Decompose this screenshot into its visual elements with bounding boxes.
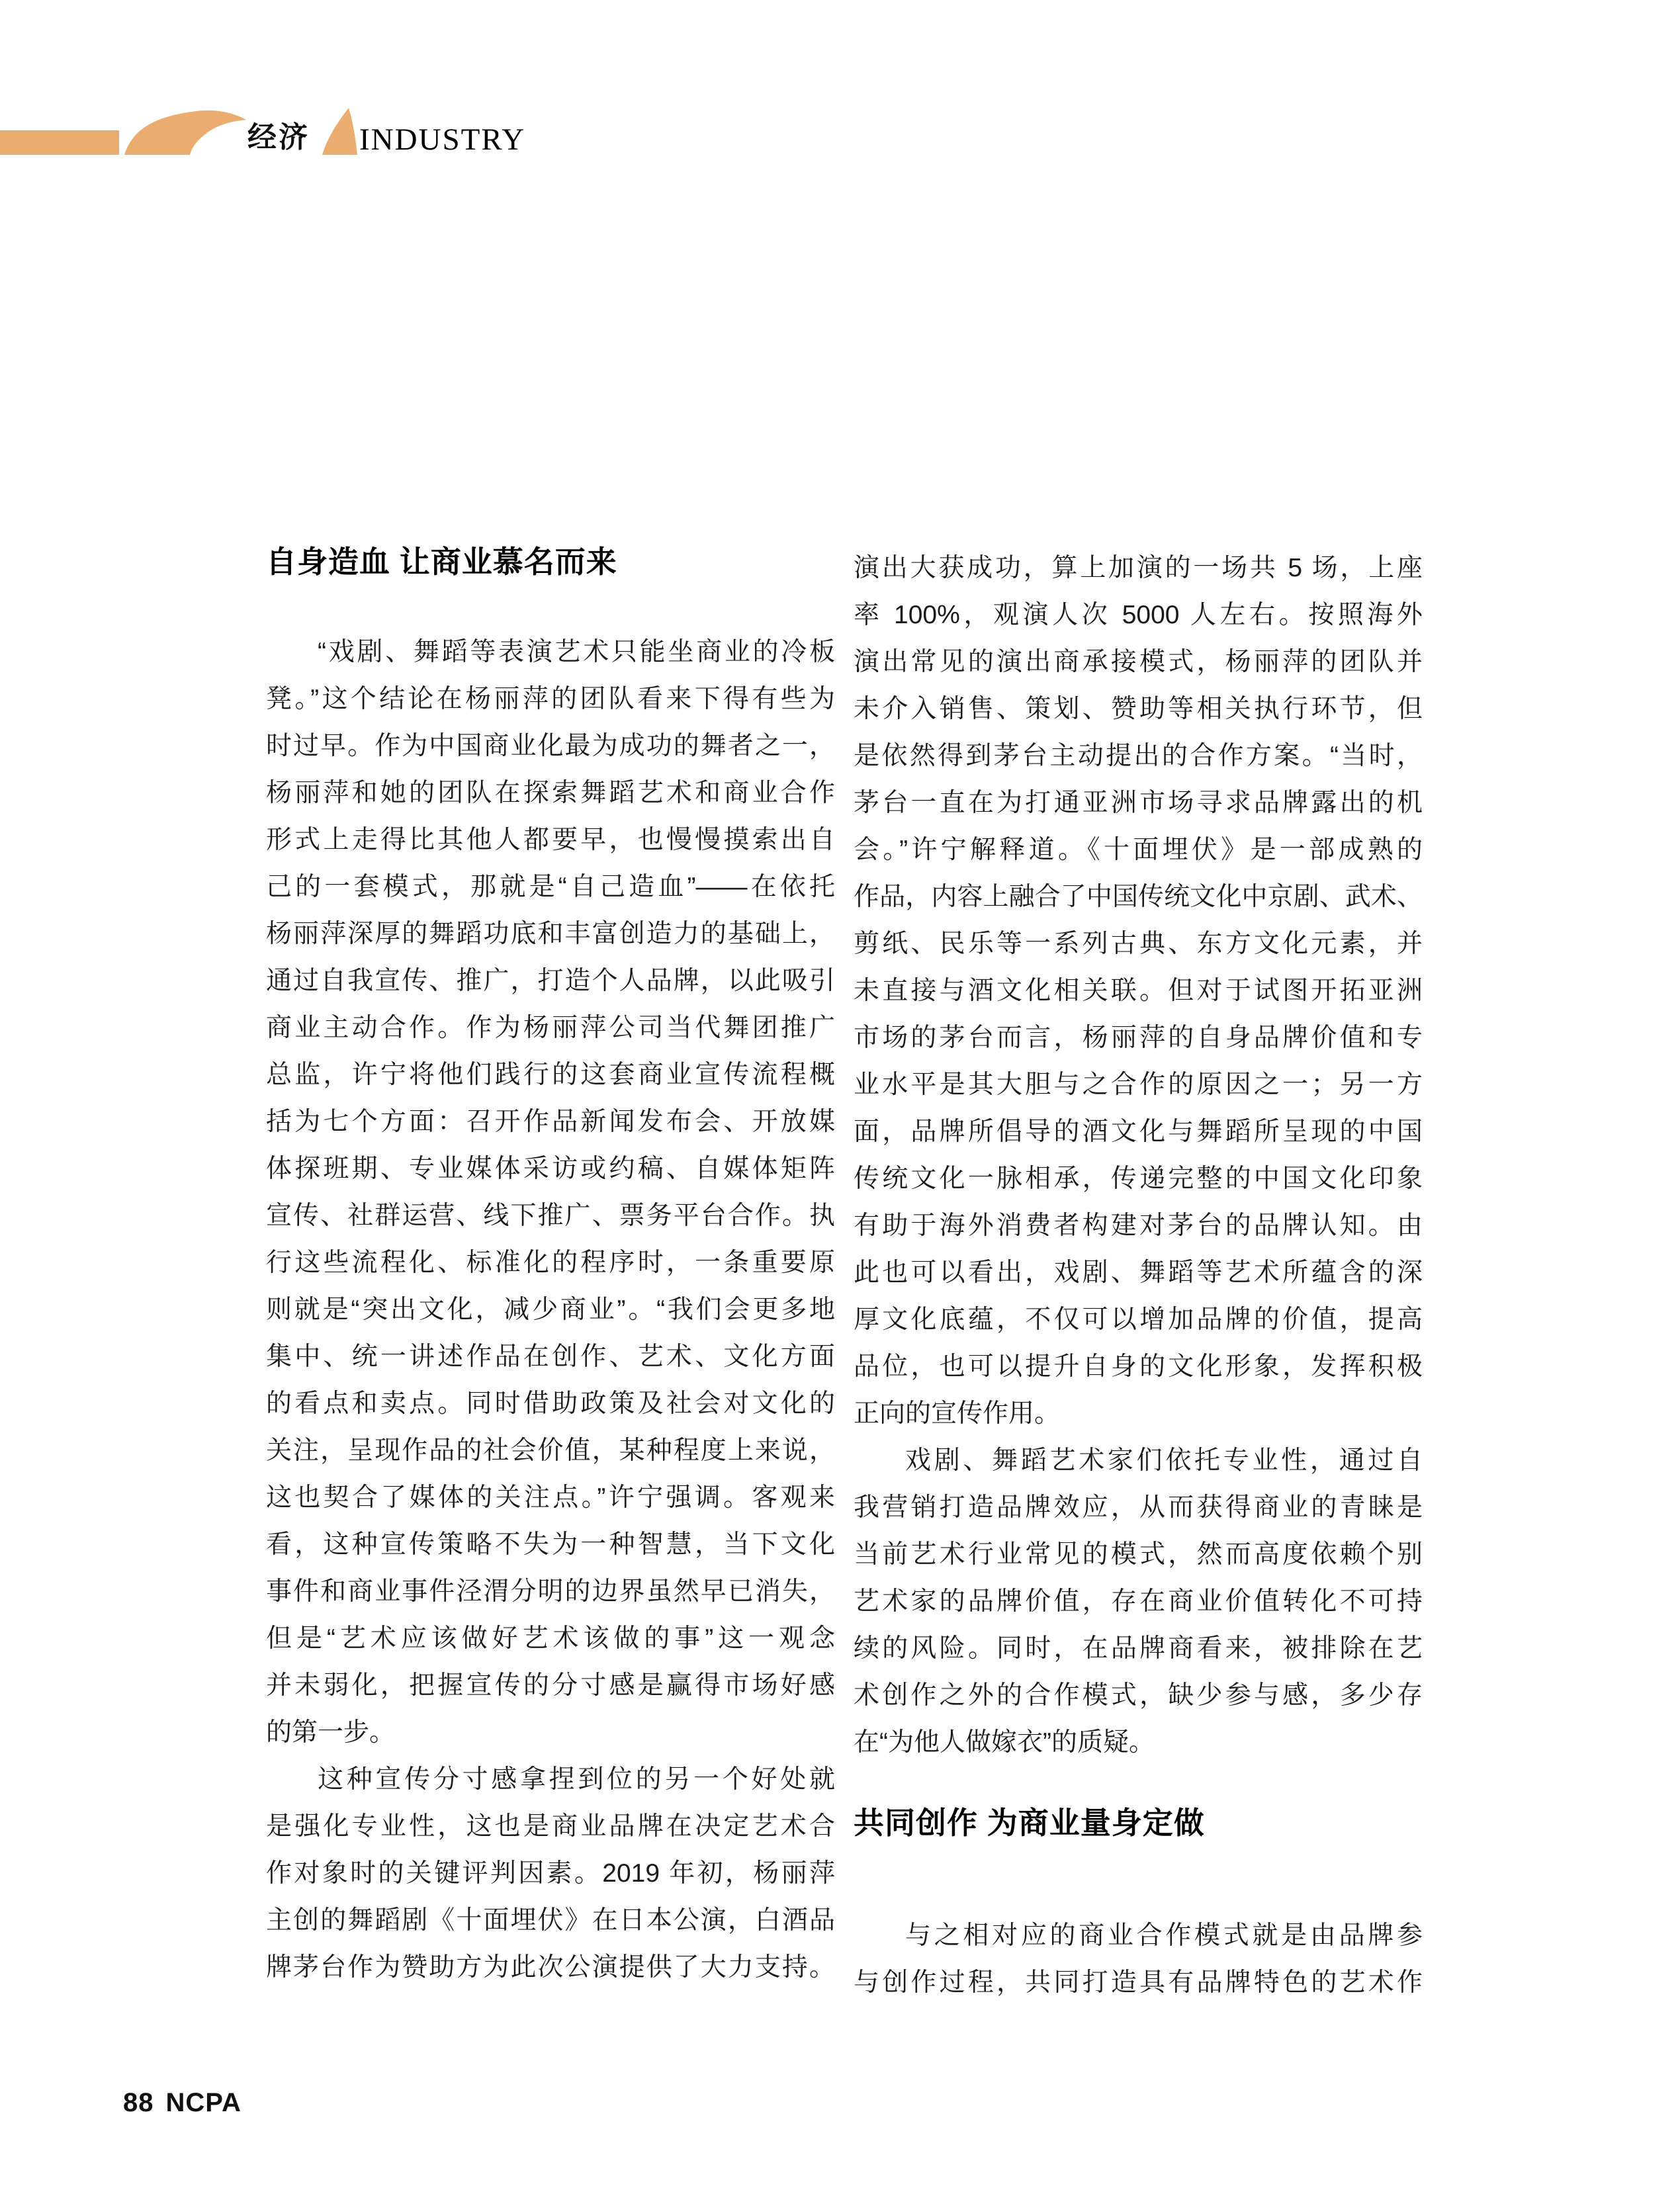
text-line: 行这些流程化、标准化的程序时，一条重要原 [266,1248,835,1277]
text-line: 通过自我宣传、推广，打造个人品牌，以此吸引 [266,967,835,995]
footer [123,2088,242,2118]
text-line: 凳。”这个结论在杨丽萍的团队看来下得有些为 [266,685,835,713]
text-line: 续的风险。同时，在品牌商看来，被排除在艺 [854,1634,1423,1663]
text-line: 未介入销售、策划、赞助等相关执行环节，但 [854,695,1423,723]
right-column-text-lower [854,1912,1423,2006]
text-line: 市场的茅台而言，杨丽萍的自身品牌价值和专 [854,1024,1423,1052]
text-line: 的看点和卖点。同时借助政策及社会对文化的 [266,1389,835,1418]
text-line: 主创的舞蹈剧《十面埋伏》在日本公演，白酒品 [266,1906,835,1935]
left-column-heading: 自身造血 让商业慕名而来 [266,545,617,579]
text-line: 率 100%，观演人次 5000 人左右。按照海外 [854,601,1423,629]
text-line: 在“为他人做嫁衣”的质疑。 [854,1728,1155,1757]
journal-name: NCPA [165,2088,242,2117]
text-line: 品位，也可以提升自身的文化形象，发挥积极 [854,1352,1423,1381]
text-line: 这也契合了媒体的关注点。”许宁强调。客观来 [266,1483,835,1512]
header-bar-decoration [0,130,119,155]
text-line: 体探班期、专业媒体采访或约稿、自媒体矩阵 [266,1155,835,1183]
text-line: 此也可以看出，戏剧、舞蹈等艺术所蕴含的深 [854,1258,1423,1287]
section-label-en: INDUSTRY [359,122,526,157]
text-line: 总监，许宁将他们践行的这套商业宣传流程概 [266,1061,835,1089]
text-line: 杨丽萍深厚的舞蹈功底和丰富创造力的基础上， [266,920,835,948]
text-line: 己的一套模式，那就是“自己造血”——在依托 [266,873,835,901]
text-line: 关注，呈现作品的社会价值，某种程度上来说， [266,1436,835,1465]
text-line: 未直接与酒文化相关联。但对于试图开拓亚洲 [854,977,1423,1005]
text-line: 术创作之外的合作模式，缺少参与感，多少存 [854,1681,1423,1710]
page-number: 88 [123,2088,154,2117]
text-line: 剪纸、民乐等一系列古典、东方文化元素，并 [854,930,1423,958]
text-line: 作对象时的关键评判因素。2019 年初，杨丽萍 [266,1859,835,1888]
text-line: 戏剧、舞蹈艺术家们依托专业性，通过自 [905,1446,1423,1475]
header-swoosh-icon [124,110,246,155]
text-line: 杨丽萍和她的团队在探索舞蹈艺术和商业合作 [266,779,835,807]
text-line: 当前艺术行业常见的模式，然而高度依赖个别 [854,1540,1423,1569]
text-line: 宣传、社群运营、线下推广、票务平台合作。执 [266,1202,835,1230]
text-line: 业水平是其大胆与之合作的原因之一；另一方 [854,1071,1423,1099]
text-line: 面，品牌所倡导的酒文化与舞蹈所呈现的中国 [854,1117,1423,1146]
text-line: 演出常见的演出商承接模式，杨丽萍的团队并 [854,648,1423,676]
right-column-heading: 共同创作 为商业量身定做 [854,1806,1205,1840]
text-line: 正向的宣传作用。 [854,1399,1061,1428]
text-line: 但是“艺术应该做好艺术该做的事”这一观念 [266,1624,835,1653]
section-label-zh: 经济 [247,121,310,153]
text-line: 时过早。作为中国商业化最为成功的舞者之一， [266,732,835,760]
text-line: 作品，内容上融合了中国传统文化中京剧、武术、 [854,883,1423,911]
text-line: 厚文化底蕴，不仅可以增加品牌的价值，提高 [854,1305,1423,1334]
text-line: 事件和商业事件泾渭分明的边界虽然早已消失， [266,1577,835,1606]
text-line: 茅台一直在为打通亚洲市场寻求品牌露出的机 [854,789,1423,817]
text-line: 有助于海外消费者构建对茅台的品牌认知。由 [854,1211,1423,1240]
text-line: 是强化专业性，这也是商业品牌在决定艺术合 [266,1812,835,1841]
text-line: 括为七个方面：召开作品新闻发布会、开放媒 [266,1108,835,1136]
text-line: 的第一步。 [266,1718,396,1747]
text-line: 我营销打造品牌效应，从而获得商业的青睐是 [854,1493,1423,1522]
text-line: 牌茅台作为赞助方为此次公演提供了大力支持。 [266,1953,835,1982]
text-line: 传统文化一脉相承，传递完整的中国文化印象 [854,1164,1423,1193]
text-line: 与创作过程，共同打造具有品牌特色的艺术作 [854,1968,1423,1997]
text-line: 看，这种宣传策略不失为一种智慧，当下文化 [266,1530,835,1559]
text-line: 与之相对应的商业合作模式就是由品牌参 [905,1921,1423,1950]
text-line: 商业主动合作。作为杨丽萍公司当代舞团推广 [266,1014,835,1042]
text-line: 并未弱化，把握宣传的分寸感是赢得市场好感 [266,1671,835,1700]
left-column-text [266,629,835,1991]
text-line: “戏剧、舞蹈等表演艺术只能坐商业的冷板 [318,638,835,666]
text-line: 形式上走得比其他人都要早，也慢慢摸索出自 [266,826,835,854]
text-line: 则就是“突出文化，减少商业”。“我们会更多地 [266,1295,835,1324]
text-line: 艺术家的品牌价值，存在商业价值转化不可持 [854,1587,1423,1616]
text-line: 是依然得到茅台主动提出的合作方案。“当时， [854,742,1423,770]
text-line: 会。”许宁解释道。《十面埋伏》是一部成熟的 [854,836,1423,864]
text-line: 这种宣传分寸感拿捏到位的另一个好处就 [318,1765,835,1794]
text-line: 演出大获成功，算上加演的一场共 5 场，上座 [854,554,1423,582]
header-crescent-icon [322,108,357,155]
text-line: 集中、统一讲述作品在创作、艺术、文化方面 [266,1342,835,1371]
right-column-text-upper [854,545,1423,1766]
